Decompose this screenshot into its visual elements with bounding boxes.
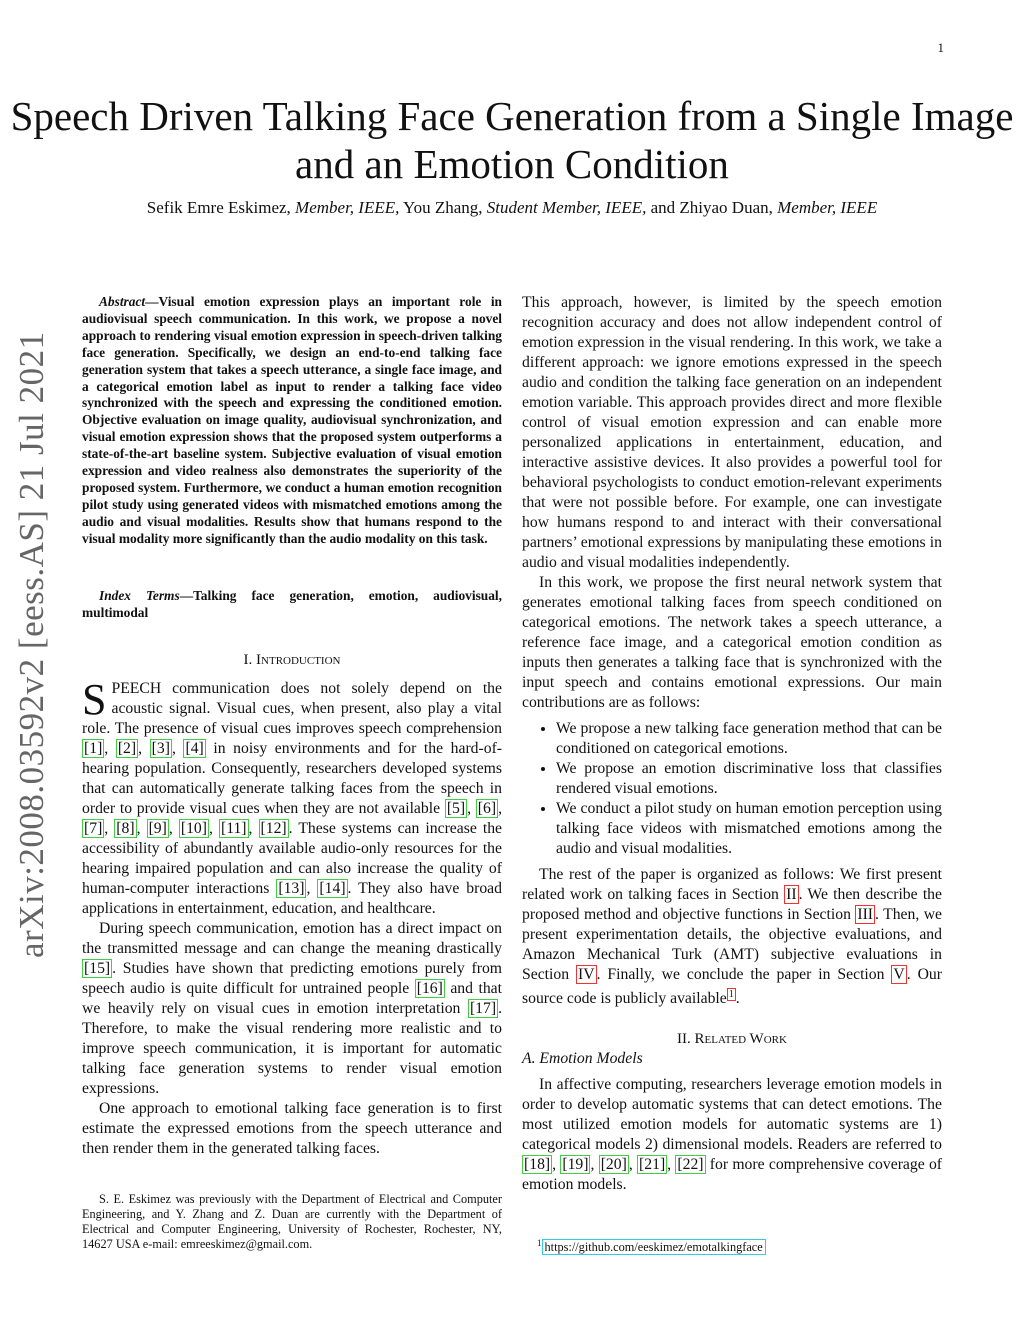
section-heading-related-work xyxy=(522,1029,942,1049)
body-text: . xyxy=(735,990,740,1008)
author-3: and Zhiyao Duan, xyxy=(650,198,773,217)
citation-link[interactable]: [16] xyxy=(416,980,443,997)
contributions-list xyxy=(522,719,942,859)
section-title: Introduction xyxy=(256,652,341,668)
citation-link[interactable]: [18] xyxy=(524,1156,551,1174)
intro-text: . These systems can increase the accessibility of abundantly available audio-only resources for the hearing impaired population and can also increase the quality of human-computer interactions xyxy=(82,820,503,897)
intro-text: . Therefore, to make the visual rendering more realistic and to improve speech communication, it is important for automatic talking face generation systems to render visual emotion expressions. xyxy=(82,1000,502,1097)
citation-link[interactable]: [19] xyxy=(562,1156,589,1174)
body-text: In affective computing, researchers leverage emotion models in order to develop automatic systems that can detect emotions. The most utilized emotion models for automatic systems are 1) categorical models 2) dimensional models. Readers are referred to xyxy=(522,1076,942,1154)
index-terms-label: Index Terms xyxy=(99,588,180,603)
affiliation-text: S. E. Eskimez was previously with the Department of Electrical and Computer Engineering, and Y. Zhang and Z. Duan are currently with the Department of Electrical and Computer Engineering, University of Rochester, Rochester, NY, 14627 USA e-mail: emreeskimez@gmail.com. xyxy=(82,1192,502,1251)
section-ref-link[interactable]: V xyxy=(893,966,905,983)
index-terms xyxy=(82,588,502,622)
citation-link[interactable]: [20] xyxy=(600,1156,627,1174)
section-ref-link[interactable]: IV xyxy=(577,966,595,983)
citation-link[interactable]: [5] xyxy=(446,800,466,817)
citation-link[interactable]: [21] xyxy=(639,1156,666,1174)
body-text: . Finally, we conclude the paper in Section xyxy=(596,966,892,983)
citation-link[interactable]: [15] xyxy=(84,960,111,977)
citation-link[interactable]: [17] xyxy=(469,1000,497,1017)
introduction-section xyxy=(82,650,502,1159)
affiliation-footnote xyxy=(82,1192,502,1252)
list-item: • We propose an emotion discriminative loss that classifies rendered visual emotions. xyxy=(556,759,942,799)
intro-paragraph-2 xyxy=(82,919,502,1099)
author-line xyxy=(0,198,1024,218)
author-1-role: Member, IEEE, xyxy=(295,198,400,217)
section-ref-link[interactable]: III xyxy=(857,906,874,923)
abstract-label: Abstract xyxy=(99,294,146,309)
citation-link[interactable]: [7] xyxy=(84,820,103,837)
citation-link[interactable]: [8] xyxy=(116,820,135,837)
section-heading-introduction xyxy=(82,650,502,670)
citation-link[interactable]: [2] xyxy=(117,740,137,757)
citation-link[interactable]: [12] xyxy=(260,820,287,837)
intro-text: in noisy environments and for the hard-of-hearing population. Consequently, researchers developed systems that can automatically generate talking faces from the speech in order to provide visual cues when they are not available xyxy=(82,740,503,817)
right-paragraph-3 xyxy=(522,865,942,1009)
subsection-heading: A. Emotion Models xyxy=(522,1050,643,1068)
arxiv-stamp: arXiv:2008.03592v2 [eess.AS] 21 Jul 2021 xyxy=(12,331,51,958)
footnote-marker-link[interactable]: 1 xyxy=(728,989,734,1000)
list-item: • We propose a new talking face generation method that can be conditioned on categorical emotions. xyxy=(556,719,942,759)
index-terms-text: —Talking face generation, emotion, audiovisual, multimodal xyxy=(82,588,502,620)
author-3-role: Member, IEEE xyxy=(777,198,878,217)
section-number: I. xyxy=(243,652,253,668)
citation-link[interactable]: [11] xyxy=(220,820,247,837)
right-column xyxy=(522,293,942,1195)
section-title: Related Work xyxy=(694,1031,787,1048)
url-footnote xyxy=(537,1236,766,1255)
right-paragraph-2: In this work, we propose the first neural network system that generates emotional talking faces from speech conditioned on categorical emotions. The network takes a speech utterance, a reference face image, and a categorical emotion condition as inputs then generates a talking face that is synchronized with the input speech and contains emotional expressions. Our main contributions are as follows: xyxy=(522,574,942,711)
citation-link[interactable]: [13] xyxy=(278,880,305,897)
intro-text: . Studies have shown that predicting emotions purely from speech audio is quite difficult for untrained people xyxy=(82,960,502,997)
page-number: 1 xyxy=(937,40,944,55)
body-text: . Then, we present experimentation details, the objective evaluations, and Amazon Mechanical Turk (AMT) subjective evaluations in Section xyxy=(522,906,942,983)
citation-link[interactable]: [1] xyxy=(84,740,103,757)
citation-link[interactable]: [14] xyxy=(319,880,346,897)
citation-link[interactable]: [22] xyxy=(677,1156,704,1174)
body-text: . We then describe the proposed method and objective functions in Section xyxy=(522,886,942,923)
right-paragraph-1: This approach, however, is limited by the speech emotion recognition accuracy and does not allow independent control of emotion expression in the visual rendering. In this work, we take a different approach: we ignore emotions expressed in the speech audio and condition the talking face generation on an independent emotion variable. This approach provides direct and more flexible control of visual emotion expression and can enable more personalized applications in entertainment, education, and interactive assistive devices. It also provides a powerful tool for behavioral psychologists to conduct emotion-relevant experiments that were not possible before. For example, one can investigate how humans respond to and interact with their conversational partners’ emotional expressions by manipulating these emotions in audio and visual modalities independently. xyxy=(522,294,942,571)
citation-link[interactable]: [10] xyxy=(180,820,207,837)
abstract xyxy=(82,294,502,548)
source-code-url-link[interactable]: https://github.com/eeskimez/emotalkingface xyxy=(542,1239,766,1255)
body-text: The rest of the paper is organized as follows: We first present related work on talking faces in Section xyxy=(522,866,942,903)
author-1: Sefik Emre Eskimez, xyxy=(146,198,291,217)
right-paragraph-4: In affective computing, researchers leverage emotion models in order to develop automatic systems that can detect emotions. The most utilized emotion models for automatic systems are 1) categorical models 2) dimensional models. Readers are referred to [18] , [19] , [20] , [21] , [22] for more comprehensive coverage of emotion models. xyxy=(522,1076,943,1194)
footnote-number: 1 xyxy=(537,1238,542,1248)
body-text: . Our source code is publicly available xyxy=(522,966,942,1008)
abstract-text: —Visual emotion expression plays an important role in audiovisual speech communication. In this work, we propose a novel approach to rendering visual emotion expression in speech-driven talking face generation. Specifically, we design an end-to-end talking face generation system that takes a speech utterance, a single face image, and a categorical emotion label as input to render a talking face video synchronized with the speech and expressing the conditioned emotion. Objective evaluation on image quality, audiovisual synchronization, and visual emotion expression shows that the proposed system outperforms a state-of-the-art baseline system. Subjective evaluation of visual emotion expression and video realness also demonstrates the superiority of the proposed system. Furthermore, we conduct a human emotion recognition pilot study using generated videos with mismatched emotions among the audio and visual modalities. Results show that humans respond to the visual modality more significantly than the audio modality on this task. xyxy=(82,294,502,546)
citation-link[interactable]: [9] xyxy=(148,820,167,837)
intro-paragraph-3: One approach to emotional talking face generation is to first estimate the expressed emotions from the speech utterance and then render them in the generated talking faces. xyxy=(82,1100,502,1157)
paper-title: Speech Driven Talking Face Generation from a Single Image and an Emotion Condition xyxy=(10,93,1014,187)
section-ref-link[interactable]: II xyxy=(786,886,797,903)
section-number: II. xyxy=(677,1031,691,1048)
intro-text: . They also have broad applications in entertainment, education, and healthcare. xyxy=(82,880,502,917)
body-text: for more comprehensive coverage of emotion models. xyxy=(522,1156,943,1194)
intro-text: and that we heavily rely on visual cues in emotion interpretation xyxy=(82,980,502,1017)
intro-text: During speech communication, emotion has a direct impact on the transmitted message and can change the meaning drastically xyxy=(82,920,502,957)
citation-link[interactable]: [3] xyxy=(151,740,170,757)
author-2-role: Student Member, IEEE, xyxy=(486,198,647,217)
citation-link[interactable]: [6] xyxy=(477,800,497,817)
intro-text: PEECH communication does not solely depend on the acoustic signal. Visual cues, when present, also play a vital role. The presence of visual cues improves speech comprehension xyxy=(82,680,502,737)
drop-cap: S xyxy=(82,675,107,724)
list-item: • We conduct a pilot study on human emotion perception using talking face videos with mismatched emotions among the audio and visual modalities. xyxy=(556,799,942,859)
intro-paragraph-1: SPEECH communication does not solely depend on the acoustic signal. Visual cues, when present, also play a vital role. The presence of visual cues improves speech comprehension [1] , [2] , [3] , [4] in noisy environments and for the hard-of-hearing population. Consequently, researchers developed systems that can automatically generate talking faces from the speech in order to provide visual cues when they are not available [5] , [6] , [7] , [8] , [9] , [10] , [11] , [12] . These systems can increase the accessibility of abundantly available audio-only resources for the hearing impaired population and can also increase the quality of human-computer interactions [13] , [14] . They also have broad applications in entertainment, education, and healthcare. xyxy=(82,675,503,917)
author-2: You Zhang, xyxy=(403,198,483,217)
citation-link[interactable]: [4] xyxy=(185,740,204,757)
